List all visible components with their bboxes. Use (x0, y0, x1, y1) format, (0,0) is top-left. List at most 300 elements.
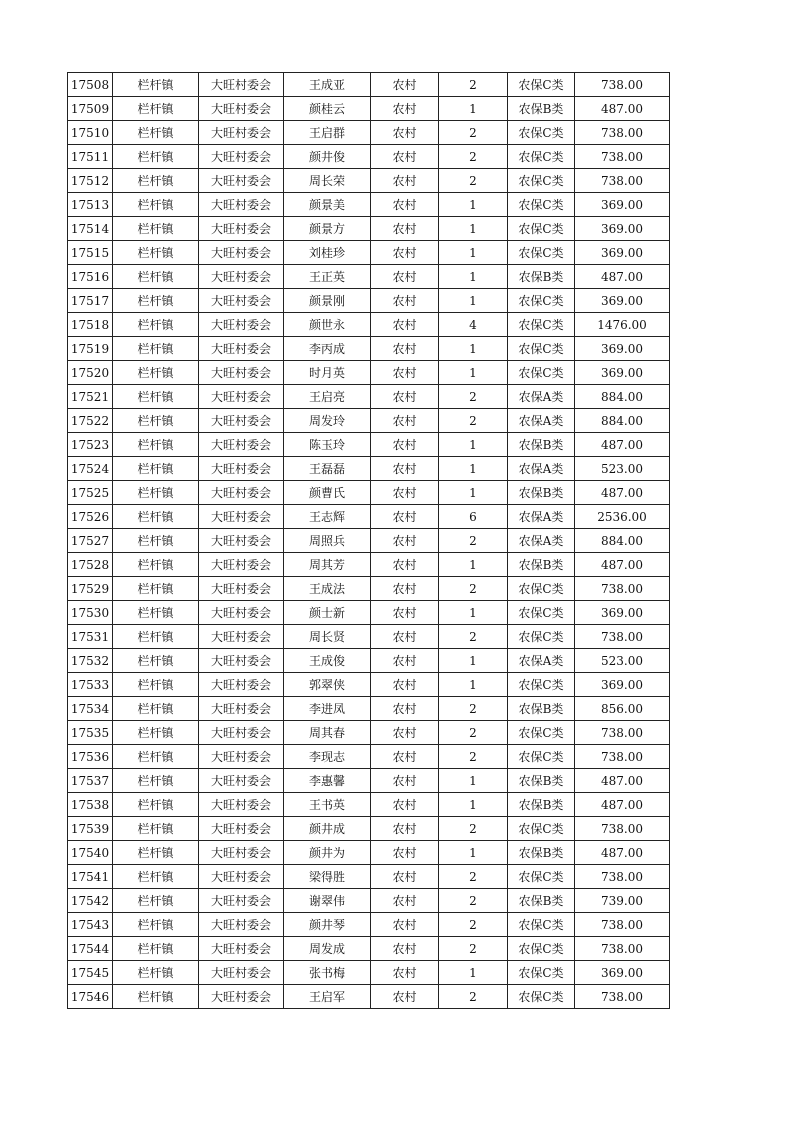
cell-amount: 738.00 (575, 169, 670, 193)
table-row (68, 889, 670, 913)
cell-insurance-category: 农保C类 (508, 673, 575, 697)
table-row (68, 337, 670, 361)
cell-town: 栏杆镇 (113, 649, 199, 673)
cell-person-count: 2 (439, 985, 508, 1009)
cell-household-type: 农村 (371, 361, 439, 385)
cell-household-type: 农村 (371, 433, 439, 457)
cell-town: 栏杆镇 (113, 265, 199, 289)
cell-name: 颜桂云 (284, 97, 371, 121)
cell-household-type: 农村 (371, 265, 439, 289)
cell-town: 栏杆镇 (113, 817, 199, 841)
cell-village-committee: 大旺村委会 (199, 865, 284, 889)
cell-town: 栏杆镇 (113, 193, 199, 217)
cell-town: 栏杆镇 (113, 313, 199, 337)
table-row (68, 73, 670, 97)
cell-household-type: 农村 (371, 721, 439, 745)
cell-household-type: 农村 (371, 769, 439, 793)
cell-name: 周长贤 (284, 625, 371, 649)
cell-record-id: 17543 (68, 913, 113, 937)
cell-person-count: 2 (439, 169, 508, 193)
cell-amount: 738.00 (575, 73, 670, 97)
cell-record-id: 17528 (68, 553, 113, 577)
cell-person-count: 1 (439, 481, 508, 505)
cell-name: 王成法 (284, 577, 371, 601)
cell-town: 栏杆镇 (113, 961, 199, 985)
cell-household-type: 农村 (371, 817, 439, 841)
cell-insurance-category: 农保C类 (508, 985, 575, 1009)
cell-household-type: 农村 (371, 697, 439, 721)
cell-household-type: 农村 (371, 145, 439, 169)
cell-village-committee: 大旺村委会 (199, 985, 284, 1009)
cell-household-type: 农村 (371, 553, 439, 577)
cell-name: 周其春 (284, 721, 371, 745)
table-row (68, 937, 670, 961)
cell-village-committee: 大旺村委会 (199, 937, 284, 961)
cell-person-count: 2 (439, 73, 508, 97)
cell-household-type: 农村 (371, 409, 439, 433)
cell-village-committee: 大旺村委会 (199, 145, 284, 169)
cell-town: 栏杆镇 (113, 457, 199, 481)
cell-insurance-category: 农保A类 (508, 505, 575, 529)
cell-person-count: 1 (439, 265, 508, 289)
cell-household-type: 农村 (371, 121, 439, 145)
cell-household-type: 农村 (371, 289, 439, 313)
cell-household-type: 农村 (371, 865, 439, 889)
cell-insurance-category: 农保B类 (508, 889, 575, 913)
cell-household-type: 农村 (371, 217, 439, 241)
cell-household-type: 农村 (371, 241, 439, 265)
table-row (68, 841, 670, 865)
cell-record-id: 17524 (68, 457, 113, 481)
cell-insurance-category: 农保C类 (508, 313, 575, 337)
cell-insurance-category: 农保C类 (508, 937, 575, 961)
cell-record-id: 17530 (68, 601, 113, 625)
table-row (68, 457, 670, 481)
cell-town: 栏杆镇 (113, 73, 199, 97)
cell-household-type: 农村 (371, 913, 439, 937)
table-row (68, 673, 670, 697)
cell-name: 陈玉玲 (284, 433, 371, 457)
cell-amount: 369.00 (575, 193, 670, 217)
cell-amount: 369.00 (575, 961, 670, 985)
cell-insurance-category: 农保C类 (508, 217, 575, 241)
cell-name: 颜曹氏 (284, 481, 371, 505)
cell-person-count: 2 (439, 145, 508, 169)
cell-name: 颜景刚 (284, 289, 371, 313)
cell-insurance-category: 农保B类 (508, 433, 575, 457)
table-row (68, 769, 670, 793)
table-row (68, 265, 670, 289)
cell-record-id: 17541 (68, 865, 113, 889)
cell-village-committee: 大旺村委会 (199, 697, 284, 721)
cell-person-count: 1 (439, 793, 508, 817)
cell-household-type: 农村 (371, 193, 439, 217)
cell-amount: 487.00 (575, 265, 670, 289)
cell-name: 郭翠侠 (284, 673, 371, 697)
cell-town: 栏杆镇 (113, 433, 199, 457)
cell-name: 王成俊 (284, 649, 371, 673)
cell-insurance-category: 农保C类 (508, 625, 575, 649)
cell-record-id: 17521 (68, 385, 113, 409)
cell-village-committee: 大旺村委会 (199, 505, 284, 529)
cell-village-committee: 大旺村委会 (199, 409, 284, 433)
cell-insurance-category: 农保A类 (508, 457, 575, 481)
cell-name: 王启亮 (284, 385, 371, 409)
cell-town: 栏杆镇 (113, 145, 199, 169)
cell-town: 栏杆镇 (113, 385, 199, 409)
cell-record-id: 17545 (68, 961, 113, 985)
cell-village-committee: 大旺村委会 (199, 337, 284, 361)
cell-name: 王磊磊 (284, 457, 371, 481)
cell-record-id: 17523 (68, 433, 113, 457)
table-row (68, 745, 670, 769)
cell-town: 栏杆镇 (113, 97, 199, 121)
cell-name: 颜景美 (284, 193, 371, 217)
cell-village-committee: 大旺村委会 (199, 721, 284, 745)
cell-insurance-category: 农保C类 (508, 145, 575, 169)
cell-name: 王志辉 (284, 505, 371, 529)
cell-town: 栏杆镇 (113, 121, 199, 145)
cell-village-committee: 大旺村委会 (199, 73, 284, 97)
cell-household-type: 农村 (371, 313, 439, 337)
table-row (68, 625, 670, 649)
cell-amount: 738.00 (575, 817, 670, 841)
cell-amount: 1476.00 (575, 313, 670, 337)
cell-record-id: 17520 (68, 361, 113, 385)
table-row (68, 217, 670, 241)
cell-village-committee: 大旺村委会 (199, 289, 284, 313)
table-row (68, 313, 670, 337)
cell-amount: 523.00 (575, 457, 670, 481)
cell-household-type: 农村 (371, 937, 439, 961)
table-row (68, 793, 670, 817)
cell-name: 周照兵 (284, 529, 371, 553)
table-row (68, 169, 670, 193)
records-table (67, 72, 670, 1009)
cell-record-id: 17516 (68, 265, 113, 289)
cell-village-committee: 大旺村委会 (199, 193, 284, 217)
cell-record-id: 17517 (68, 289, 113, 313)
cell-record-id: 17526 (68, 505, 113, 529)
cell-town: 栏杆镇 (113, 409, 199, 433)
cell-insurance-category: 农保A类 (508, 385, 575, 409)
cell-person-count: 1 (439, 601, 508, 625)
cell-village-committee: 大旺村委会 (199, 169, 284, 193)
cell-person-count: 2 (439, 745, 508, 769)
cell-village-committee: 大旺村委会 (199, 385, 284, 409)
cell-town: 栏杆镇 (113, 505, 199, 529)
cell-insurance-category: 农保C类 (508, 169, 575, 193)
cell-household-type: 农村 (371, 529, 439, 553)
cell-town: 栏杆镇 (113, 601, 199, 625)
cell-person-count: 2 (439, 529, 508, 553)
cell-amount: 369.00 (575, 673, 670, 697)
cell-record-id: 17522 (68, 409, 113, 433)
cell-village-committee: 大旺村委会 (199, 241, 284, 265)
table-row (68, 121, 670, 145)
table-row (68, 577, 670, 601)
cell-insurance-category: 农保C类 (508, 289, 575, 313)
cell-insurance-category: 农保B类 (508, 481, 575, 505)
cell-amount: 369.00 (575, 337, 670, 361)
cell-amount: 738.00 (575, 913, 670, 937)
cell-town: 栏杆镇 (113, 937, 199, 961)
cell-household-type: 农村 (371, 745, 439, 769)
table-row (68, 985, 670, 1009)
cell-village-committee: 大旺村委会 (199, 121, 284, 145)
cell-person-count: 2 (439, 577, 508, 601)
cell-amount: 856.00 (575, 697, 670, 721)
cell-person-count: 1 (439, 769, 508, 793)
cell-town: 栏杆镇 (113, 769, 199, 793)
cell-household-type: 农村 (371, 601, 439, 625)
cell-insurance-category: 农保C类 (508, 601, 575, 625)
cell-amount: 738.00 (575, 625, 670, 649)
cell-person-count: 1 (439, 553, 508, 577)
table-row (68, 97, 670, 121)
cell-person-count: 1 (439, 673, 508, 697)
cell-person-count: 1 (439, 361, 508, 385)
cell-amount: 369.00 (575, 241, 670, 265)
cell-insurance-category: 农保C类 (508, 817, 575, 841)
cell-insurance-category: 农保C类 (508, 745, 575, 769)
cell-village-committee: 大旺村委会 (199, 433, 284, 457)
cell-insurance-category: 农保C类 (508, 577, 575, 601)
cell-village-committee: 大旺村委会 (199, 793, 284, 817)
cell-amount: 487.00 (575, 793, 670, 817)
cell-amount: 738.00 (575, 937, 670, 961)
cell-name: 王启群 (284, 121, 371, 145)
cell-amount: 487.00 (575, 769, 670, 793)
cell-town: 栏杆镇 (113, 889, 199, 913)
table-row (68, 505, 670, 529)
cell-record-id: 17544 (68, 937, 113, 961)
cell-name: 周长荣 (284, 169, 371, 193)
table-row (68, 817, 670, 841)
cell-town: 栏杆镇 (113, 553, 199, 577)
cell-person-count: 1 (439, 961, 508, 985)
cell-household-type: 农村 (371, 793, 439, 817)
cell-town: 栏杆镇 (113, 985, 199, 1009)
cell-person-count: 2 (439, 937, 508, 961)
cell-person-count: 4 (439, 313, 508, 337)
cell-village-committee: 大旺村委会 (199, 745, 284, 769)
cell-village-committee: 大旺村委会 (199, 553, 284, 577)
cell-record-id: 17509 (68, 97, 113, 121)
cell-record-id: 17529 (68, 577, 113, 601)
cell-name: 王正英 (284, 265, 371, 289)
cell-amount: 884.00 (575, 385, 670, 409)
cell-town: 栏杆镇 (113, 361, 199, 385)
cell-record-id: 17539 (68, 817, 113, 841)
cell-town: 栏杆镇 (113, 697, 199, 721)
cell-amount: 738.00 (575, 577, 670, 601)
cell-amount: 738.00 (575, 865, 670, 889)
cell-record-id: 17533 (68, 673, 113, 697)
cell-insurance-category: 农保C类 (508, 865, 575, 889)
cell-amount: 369.00 (575, 361, 670, 385)
cell-insurance-category: 农保C类 (508, 961, 575, 985)
cell-record-id: 17513 (68, 193, 113, 217)
cell-household-type: 农村 (371, 337, 439, 361)
cell-person-count: 1 (439, 97, 508, 121)
cell-town: 栏杆镇 (113, 865, 199, 889)
cell-amount: 884.00 (575, 409, 670, 433)
table-row (68, 649, 670, 673)
cell-name: 颜景方 (284, 217, 371, 241)
cell-name: 周发玲 (284, 409, 371, 433)
cell-person-count: 1 (439, 217, 508, 241)
cell-person-count: 2 (439, 889, 508, 913)
table-row (68, 433, 670, 457)
cell-record-id: 17535 (68, 721, 113, 745)
table-row (68, 529, 670, 553)
cell-person-count: 1 (439, 649, 508, 673)
cell-household-type: 农村 (371, 889, 439, 913)
cell-town: 栏杆镇 (113, 289, 199, 313)
cell-town: 栏杆镇 (113, 241, 199, 265)
cell-name: 颜士新 (284, 601, 371, 625)
cell-record-id: 17540 (68, 841, 113, 865)
cell-amount: 884.00 (575, 529, 670, 553)
cell-person-count: 1 (439, 289, 508, 313)
cell-household-type: 农村 (371, 985, 439, 1009)
cell-amount: 487.00 (575, 97, 670, 121)
cell-insurance-category: 农保B类 (508, 841, 575, 865)
cell-record-id: 17531 (68, 625, 113, 649)
cell-insurance-category: 农保C类 (508, 337, 575, 361)
cell-record-id: 17510 (68, 121, 113, 145)
cell-insurance-category: 农保C类 (508, 73, 575, 97)
cell-village-committee: 大旺村委会 (199, 649, 284, 673)
table-row (68, 481, 670, 505)
cell-insurance-category: 农保C类 (508, 913, 575, 937)
cell-amount: 369.00 (575, 601, 670, 625)
cell-village-committee: 大旺村委会 (199, 457, 284, 481)
cell-name: 王书英 (284, 793, 371, 817)
cell-amount: 369.00 (575, 289, 670, 313)
cell-household-type: 农村 (371, 649, 439, 673)
cell-amount: 738.00 (575, 145, 670, 169)
cell-insurance-category: 农保C类 (508, 241, 575, 265)
cell-insurance-category: 农保C类 (508, 361, 575, 385)
cell-household-type: 农村 (371, 97, 439, 121)
cell-record-id: 17534 (68, 697, 113, 721)
cell-household-type: 农村 (371, 505, 439, 529)
cell-person-count: 2 (439, 121, 508, 145)
cell-town: 栏杆镇 (113, 673, 199, 697)
table-row (68, 361, 670, 385)
cell-household-type: 农村 (371, 625, 439, 649)
cell-insurance-category: 农保B类 (508, 265, 575, 289)
table-row (68, 601, 670, 625)
cell-record-id: 17538 (68, 793, 113, 817)
cell-insurance-category: 农保B类 (508, 553, 575, 577)
cell-record-id: 17527 (68, 529, 113, 553)
cell-person-count: 2 (439, 697, 508, 721)
cell-town: 栏杆镇 (113, 481, 199, 505)
cell-record-id: 17512 (68, 169, 113, 193)
cell-village-committee: 大旺村委会 (199, 481, 284, 505)
cell-person-count: 1 (439, 193, 508, 217)
cell-village-committee: 大旺村委会 (199, 625, 284, 649)
cell-household-type: 农村 (371, 577, 439, 601)
table-row (68, 409, 670, 433)
cell-name: 张书梅 (284, 961, 371, 985)
cell-person-count: 1 (439, 457, 508, 481)
table-row (68, 697, 670, 721)
cell-village-committee: 大旺村委会 (199, 601, 284, 625)
cell-person-count: 6 (439, 505, 508, 529)
cell-name: 李丙成 (284, 337, 371, 361)
cell-name: 王启军 (284, 985, 371, 1009)
table-row (68, 289, 670, 313)
cell-record-id: 17511 (68, 145, 113, 169)
cell-insurance-category: 农保B类 (508, 97, 575, 121)
cell-insurance-category: 农保B类 (508, 769, 575, 793)
cell-name: 李现志 (284, 745, 371, 769)
cell-record-id: 17536 (68, 745, 113, 769)
cell-person-count: 2 (439, 409, 508, 433)
cell-household-type: 农村 (371, 457, 439, 481)
table-row (68, 865, 670, 889)
cell-record-id: 17515 (68, 241, 113, 265)
cell-person-count: 2 (439, 817, 508, 841)
cell-village-committee: 大旺村委会 (199, 577, 284, 601)
cell-insurance-category: 农保A类 (508, 649, 575, 673)
cell-name: 颜井俊 (284, 145, 371, 169)
cell-town: 栏杆镇 (113, 529, 199, 553)
cell-name: 李惠馨 (284, 769, 371, 793)
cell-person-count: 2 (439, 385, 508, 409)
cell-household-type: 农村 (371, 961, 439, 985)
table-row (68, 913, 670, 937)
cell-village-committee: 大旺村委会 (199, 817, 284, 841)
cell-amount: 523.00 (575, 649, 670, 673)
table-row (68, 241, 670, 265)
cell-insurance-category: 农保A类 (508, 409, 575, 433)
cell-amount: 2536.00 (575, 505, 670, 529)
cell-name: 李进凤 (284, 697, 371, 721)
table-body (68, 73, 670, 1009)
cell-town: 栏杆镇 (113, 913, 199, 937)
cell-village-committee: 大旺村委会 (199, 913, 284, 937)
cell-amount: 738.00 (575, 745, 670, 769)
table-row (68, 193, 670, 217)
table-row (68, 961, 670, 985)
cell-amount: 369.00 (575, 217, 670, 241)
cell-household-type: 农村 (371, 481, 439, 505)
cell-record-id: 17532 (68, 649, 113, 673)
cell-insurance-category: 农保B类 (508, 697, 575, 721)
cell-village-committee: 大旺村委会 (199, 97, 284, 121)
cell-record-id: 17546 (68, 985, 113, 1009)
cell-record-id: 17542 (68, 889, 113, 913)
table-row (68, 385, 670, 409)
cell-name: 颜世永 (284, 313, 371, 337)
cell-village-committee: 大旺村委会 (199, 889, 284, 913)
cell-person-count: 1 (439, 241, 508, 265)
cell-insurance-category: 农保A类 (508, 529, 575, 553)
cell-household-type: 农村 (371, 169, 439, 193)
cell-person-count: 2 (439, 913, 508, 937)
cell-insurance-category: 农保B类 (508, 793, 575, 817)
cell-name: 颜井成 (284, 817, 371, 841)
cell-name: 颜井为 (284, 841, 371, 865)
cell-person-count: 1 (439, 337, 508, 361)
cell-person-count: 2 (439, 721, 508, 745)
cell-record-id: 17525 (68, 481, 113, 505)
